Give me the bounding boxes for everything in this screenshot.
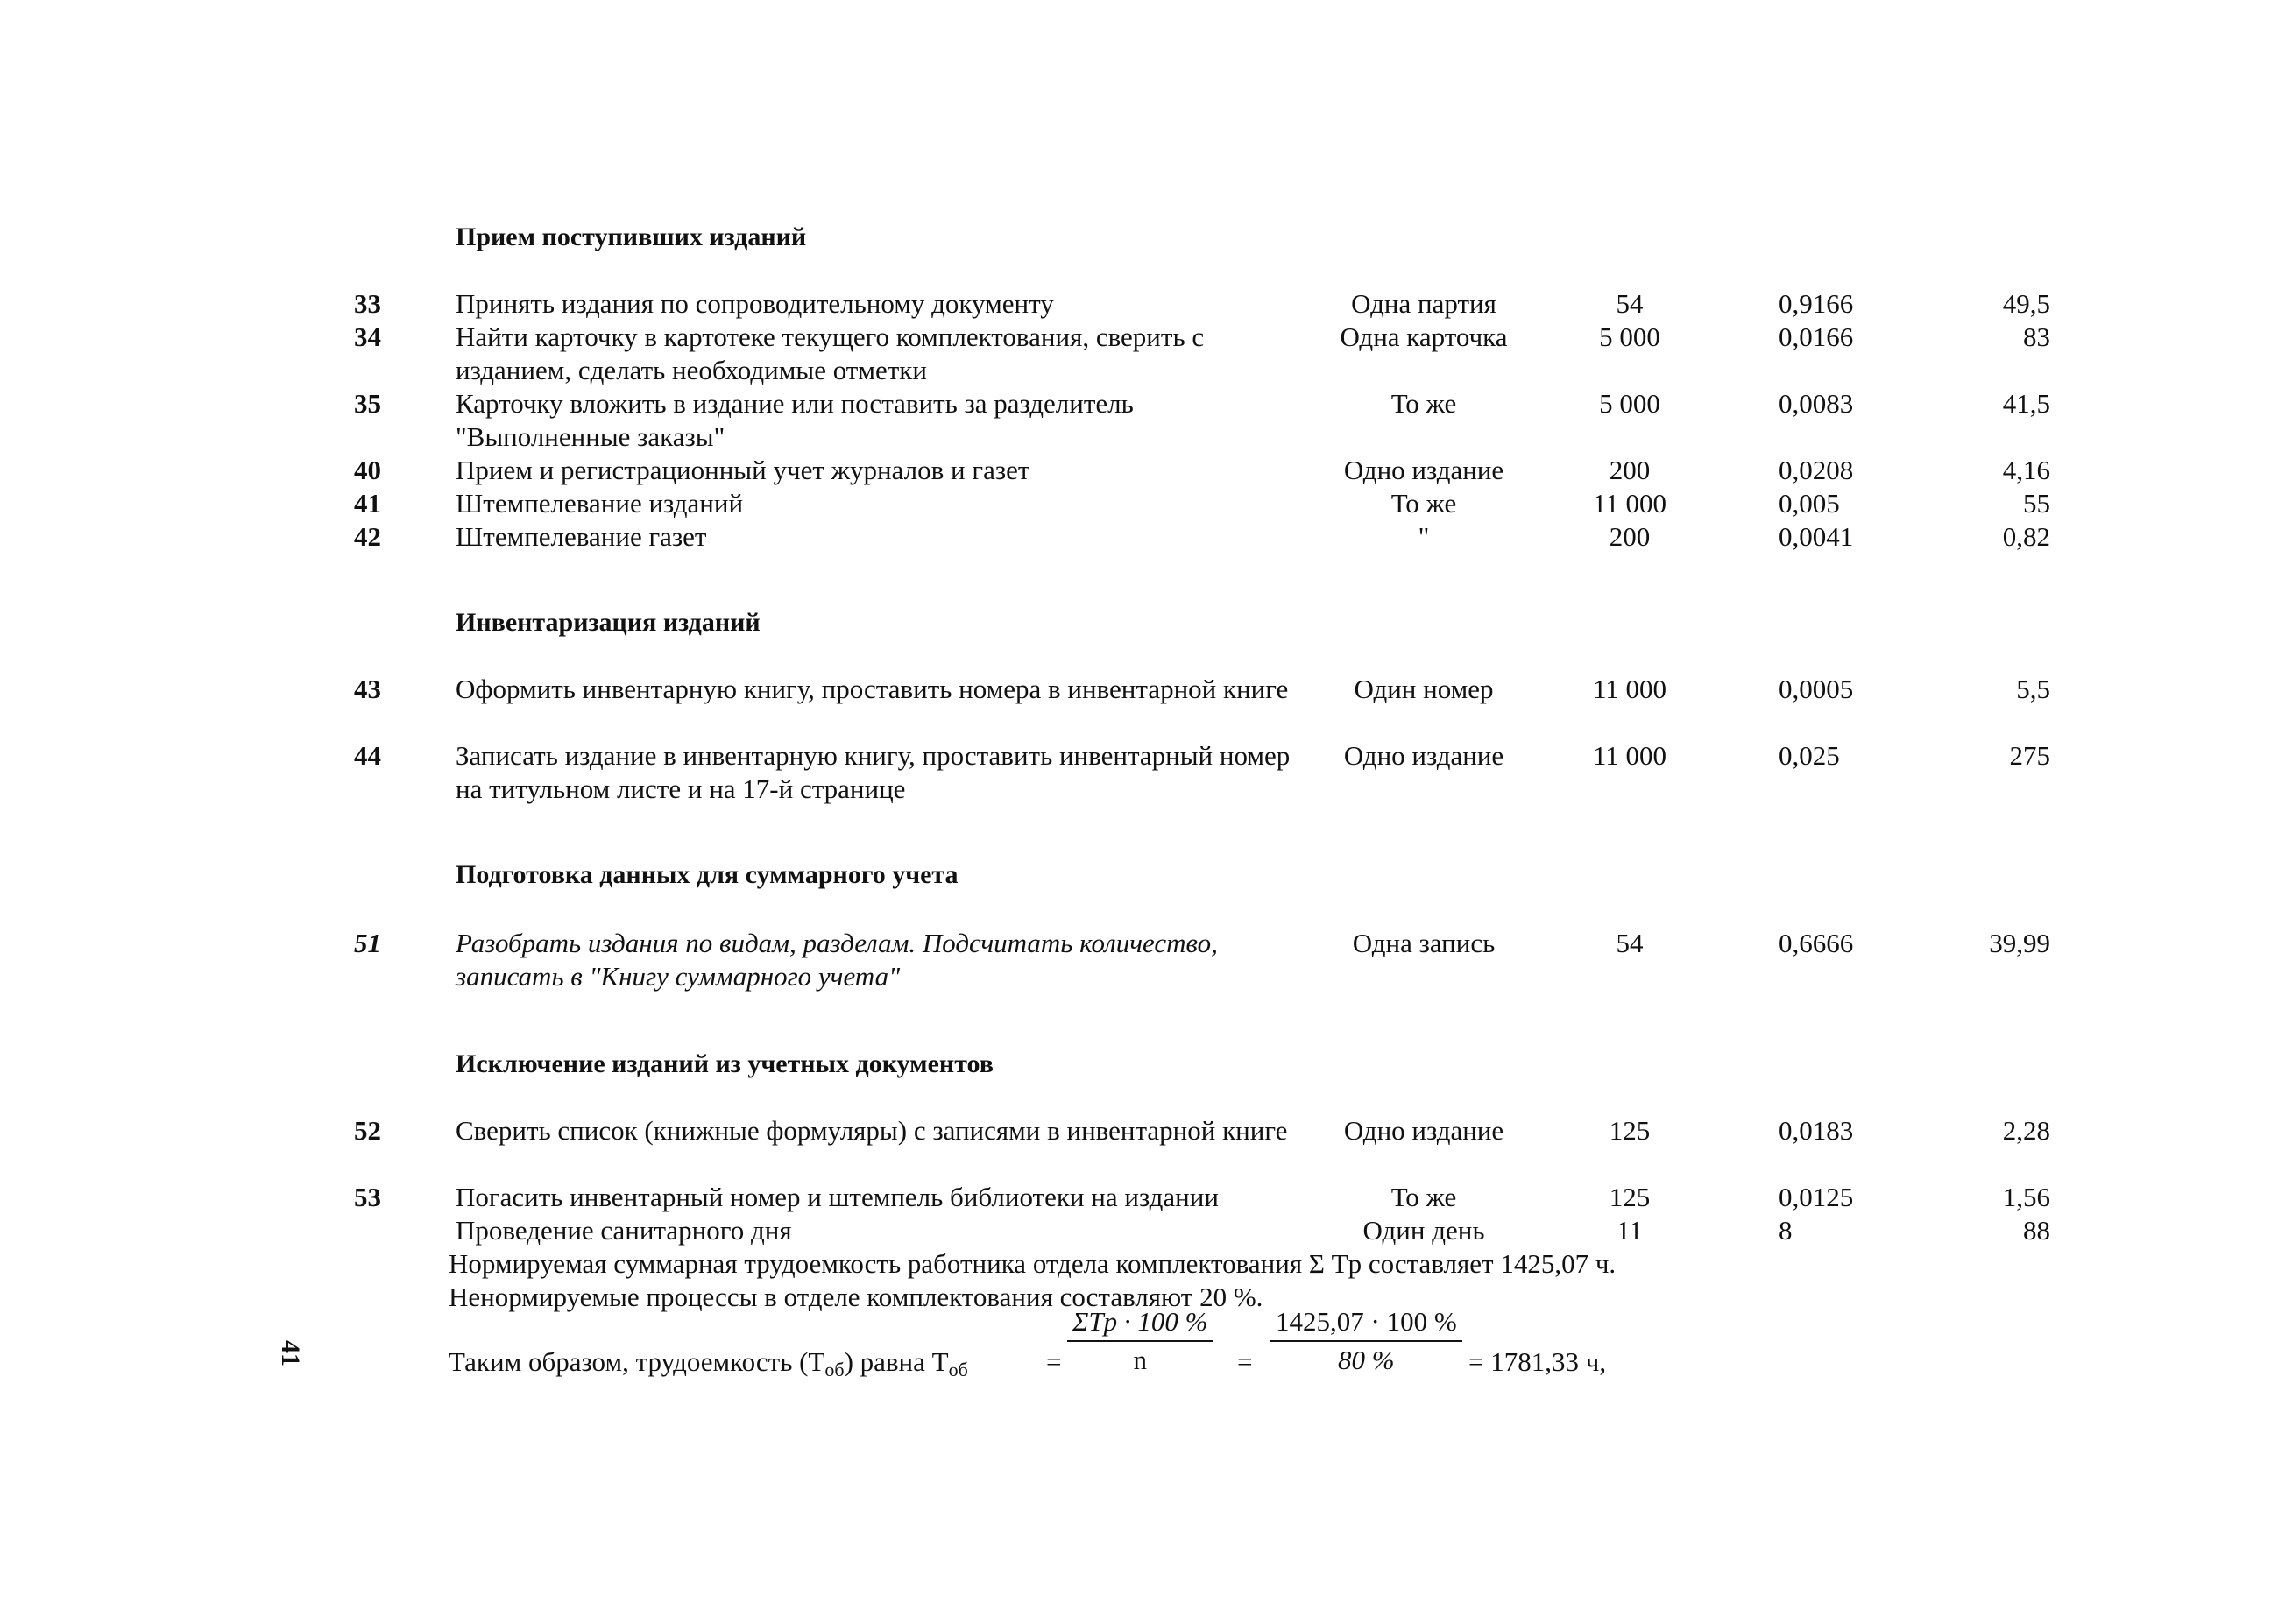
table-row [0,387,2271,454]
row-number: 43 [354,674,381,704]
row-quantity: 54 [1616,288,1644,319]
row-description: Прием и регистрационный учет журналов и газет [456,455,1030,485]
row-unit: Одна партия [1351,288,1496,319]
fraction-2-numerator: 1425,07 · 100 % [1270,1305,1462,1342]
row-number: 34 [354,321,381,352]
row-unit: То же [1390,1182,1457,1212]
row-norm: 0,0005 [1779,674,1854,704]
row-total: 5,5 [2016,674,2050,704]
row-number: 53 [354,1182,381,1212]
row-description: Разобрать издания по видам, разделам. Подсчитать количество, записать в "Книгу суммарного учета" [456,928,1218,992]
summary-line-2: Ненормируемые процессы в отделе комплектования составляют 20 %. [449,1282,1263,1312]
row-norm: 0,6666 [1779,928,1854,958]
row-norm: 0,0208 [1779,455,1854,485]
row-quantity: 11 000 [1592,488,1667,519]
page-number: 41 [276,1340,305,1366]
formula-equals: = [1046,1346,1062,1377]
row-quantity: 125 [1609,1182,1651,1212]
row-quantity: 5 000 [1599,388,1660,419]
row-number: 33 [354,288,381,319]
table-row [0,673,2271,739]
fraction-1-numerator: ΣTр · 100 % [1067,1305,1213,1342]
row-description: Проведение санитарного дня [456,1215,792,1246]
row-total: 41,5 [2002,388,2050,419]
row-description: Сверить список (книжные формуляры) с записями в инвентарной книге [456,1115,1288,1146]
table-row [0,487,2271,522]
row-unit: Одно издание [1343,1115,1504,1146]
row-description: Оформить инвентарную книгу, проставить номера в инвентарной книге [456,674,1289,704]
row-number: 41 [354,488,381,519]
summary-line-1: Нормируемая суммарная трудоемкость работника отдела комплектования Σ Tр составляет 1425,07 ч. [449,1248,1617,1279]
table-row [0,1181,2271,1216]
row-norm: 0,0166 [1779,321,1854,352]
row-number: 42 [354,521,381,552]
row-total: 4,16 [2002,455,2050,485]
row-description: Найти карточку в картотеке текущего комплектования, сверить с изданием, сделать необходимые отметки [456,321,1205,385]
row-total: 39,99 [1989,928,2050,958]
row-total: 0,82 [2002,521,2050,552]
fraction-2-denominator: 80 % [1338,1345,1395,1375]
row-total: 275 [2009,740,2050,771]
row-quantity: 54 [1616,928,1644,958]
row-unit: То же [1390,388,1457,419]
row-quantity: 125 [1609,1115,1651,1146]
row-unit: То же [1390,488,1457,519]
row-norm: 0,025 [1779,740,1840,771]
formula [449,1305,1675,1402]
table-row [0,1114,2271,1181]
table-row [0,1214,2271,1249]
row-description: Записать издание в инвентарную книгу, проставить инвентарный номер на титульном листе и на 17-й странице [456,740,1291,804]
formula-lead: Таким образом, трудоемкость $(T_{об})$ равна $T_{об}$ [449,1346,968,1380]
row-total: 88 [2023,1215,2050,1246]
row-description: Принять издания по сопроводительному документу [456,288,1054,319]
row-total: 2,28 [2002,1115,2050,1146]
section-heading: Подготовка данных для суммарного учета [456,860,959,889]
row-unit: Один день [1362,1215,1485,1246]
section-heading: Исключение изданий из учетных документов [456,1049,994,1078]
row-norm: 0,0083 [1779,388,1854,419]
formula-equals: = [1237,1346,1253,1377]
table-row [0,739,2271,806]
row-number: 35 [354,388,381,419]
row-norm: 0,0183 [1779,1115,1854,1146]
row-unit: Одно издание [1343,455,1504,485]
row-unit: " [1418,521,1430,552]
table-row [0,454,2271,489]
row-number: 40 [354,455,381,485]
row-quantity: 200 [1609,455,1651,485]
row-number: 44 [354,740,381,771]
section-heading: Прием поступивших изданий [456,222,807,251]
row-quantity: 5 000 [1599,321,1660,352]
formula-result: = 1781,33 ч, [1468,1346,1607,1377]
row-number: 51 [354,928,381,958]
table-row [0,321,2271,387]
row-quantity: 200 [1609,521,1651,552]
row-total: 49,5 [2002,288,2050,319]
table-row [0,927,2271,993]
formula-fraction-1 [1067,1305,1213,1377]
fraction-1-denominator: n [1133,1345,1147,1375]
row-norm: 0,0125 [1779,1182,1854,1212]
row-norm: 0,0041 [1779,521,1854,552]
row-total: 1,56 [2002,1182,2050,1212]
row-description: Штемпелевание газет [456,521,707,552]
row-total: 83 [2023,321,2050,352]
row-number: 52 [354,1115,381,1146]
table-row [0,287,2271,322]
row-description: Погасить инвентарный номер и штемпель библиотеки на издании [456,1182,1219,1212]
row-description: Штемпелевание изданий [456,488,744,519]
row-description: Карточку вложить в издание или поставить за разделитель "Выполненные заказы" [456,388,1134,452]
row-norm: 0,9166 [1779,288,1854,319]
row-norm: 8 [1779,1215,1793,1246]
row-quantity: 11 000 [1592,740,1667,771]
formula-fraction-2 [1270,1305,1462,1377]
section-heading: Инвентаризация изданий [456,608,761,637]
table-row [0,520,2271,555]
row-unit: Одна карточка [1340,321,1508,352]
row-total: 55 [2023,488,2050,519]
row-quantity: 11 [1617,1215,1643,1246]
row-norm: 0,005 [1779,488,1840,519]
row-unit: Одно издание [1343,740,1504,771]
row-unit: Один номер [1354,674,1494,704]
row-unit: Одна запись [1352,928,1496,958]
row-quantity: 11 000 [1592,674,1667,704]
